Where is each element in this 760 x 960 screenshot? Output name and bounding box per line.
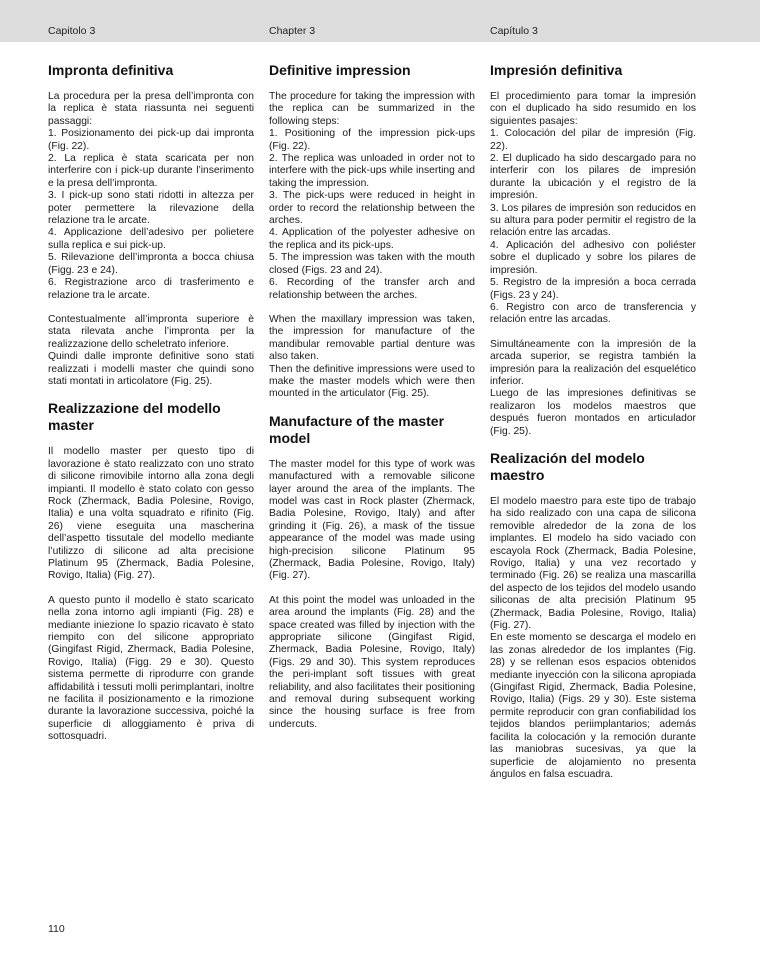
step-5-it: 5. Rilevazione dell’impronta a bocca chiusa (Figg. 23 e 24). (48, 252, 254, 276)
heading-definitive-impression-it: Impronta definitiva (48, 62, 174, 78)
paragraph-intro-it: La procedura per la presa dell’impronta con la replica è stata riassunta nei seguenti passaggi: (48, 91, 254, 127)
paragraph-4-en: The master model for this type of work was manufactured with a removable silicone layer around the area of the implants. The model was cast in Rock plaster (Zhermack, Badia Polesine, Rovigo, Italy) and after grinding it (Fig. 26), a mask of the tissue appearance of the model was made using high-precision silicone Platinum 95 (Zhermack, Badia Polesine, Rovigo, Italy) (Fig. 27). (269, 458, 475, 582)
header-band (0, 0, 760, 42)
step-1-es: 1. Colocación del pilar de impresión (Fig. 22). (490, 128, 696, 152)
column-spanish (490, 62, 696, 793)
heading-master-model-en: Manufacture of the master model (269, 412, 445, 446)
paragraph-4-it: Il modello master per questo tipo di lavorazione è stato realizzato con uno strato di silicone rimovibile intorno alla zona degli impianti. Il modello è stato colato con gesso Rock (Zhermack, Badia Polesine, Rovigo, Italia) e una volta squadrato e rifinito (Fig. 26) viene eseguita una mascherina dell’aspetto tissutale del modello mediante l’utilizzo di silicone ad alta precisione Platinum 95 (Zhermack, Badia Polesine, Rovigo, Italia) (Fig. 27). (48, 446, 254, 582)
paragraph-3-es: Luego de las impresiones definitivas se realizaron los modelos maestros que después fueron montados en articulador (Fig. 25). (490, 388, 696, 437)
paragraph-5-es: En este momento se descarga el modelo en las zonas alrededor de los implantes (Fig. 28) y se rellenan esos espacios obtenidos mediante inyección con la silicona apropiada (Gingifast Rigid, Zhermack, Badia Polesine, Rovigo, Italia) (Figs. 29 y 30). Este sistema permite reproducir con gran confiabilidad los tejidos blandos periimplantarios; además facilita la colocación y la remoción durante las maniobras sucesivas, ya que la superficie de alojamiento no presenta ángulos en falsa escuadra. (490, 632, 696, 780)
running-head-spanish: Capítulo 3 (490, 25, 538, 37)
paragraph-4-es: El modelo maestro para este tipo de trabajo ha sido realizado con una capa de silicona removible alrededor de la zona de los implantes. El modelo ha sido vaciado con escayola Rock (Zhermack, Badia Polesine, Rovigo, Italia) y una vez recortado y terminado (Fig. 26) se realiza una mascarilla del aspecto de los tejidos del modelo usando siliconas de alta precisión Platinum 95 (Zhermack, Badia Polesine, Rovigo, Italia) (Fig. 27). (490, 495, 696, 632)
heading-master-model-es: Realización del modelo maestro (490, 449, 645, 483)
step-6-en: 6. Recording of the transfer arch and relationship between the arches. (269, 277, 475, 301)
step-1-it: 1. Posizionamento dei pick-up dai impronta (Fig. 22). (48, 128, 254, 152)
heading-master-model-it: Realizzazione del modello master (48, 400, 221, 434)
heading-definitive-impression-es: Impresión definitiva (490, 62, 623, 78)
step-3-es: 3. Los pilares de impresión son reducidos en su altura para poder permitir el registro de la relación entre las arcadas. (490, 202, 696, 239)
step-6-it: 6. Registrazione arco di trasferimento e relazione tra le arcate. (48, 277, 254, 301)
step-3-en: 3. The pick-ups were reduced in height in order to record the relationship between the arches. (269, 190, 475, 227)
column-english (269, 62, 475, 743)
step-5-es: 5. Registro de la impresión a boca cerrada (Figs. 23 y 24). (490, 277, 696, 301)
step-2-en: 2. The replica was unloaded in order not to interfere with the pick-ups while inserting and taking the impression. (269, 153, 475, 189)
step-3-it: 3. I pick-up sono stati ridotti in altezza per poter permettere la rilevazione della relazione tra le arcate. (48, 190, 254, 227)
running-head-english: Chapter 3 (269, 25, 316, 37)
paragraph-2-es: Simultáneamente con la impresión de la arcada superior, se registra también la impresión para la realización del esquelético inferior. (490, 338, 696, 387)
step-4-it: 4. Applicazione dell’adesivo per polietere sulla replica e sui pick-up. (48, 227, 254, 251)
page-number: 110 (48, 923, 65, 935)
step-4-es: 4. Aplicación del adhesivo con poliéster sobre el duplicado y sobre los pilares de impresión. (490, 239, 696, 276)
paragraph-3-it: Quindi dalle impronte definitive sono stati realizzati i modelli master che quindi sono stati montati in articolatore (Fig. 25). (48, 351, 254, 387)
step-2-es: 2. El duplicado ha sido descargado para no interferir con los pilares de impresión durante la ubicación y el registro de la impresión. (490, 153, 696, 202)
paragraph-5-it: A questo punto il modello è stato scaricato nella zona intorno agli impianti (Fig. 28) e mediante iniezione lo spazio ricavato è stato riempito con del silicone appropriato (Gingifast Rigid, Zhermack, Badia Polesine, Rovigo, Italia) (Figg. 29 e 30). Questo sistema permette di riprodurre con grande affidabilità i tessuti molli perimplantari, inoltre ne facilita il posizionamento e la rimozione durante la lavorazione successiva, poiché la superficie di alloggiamento è priva di sottosquadri. (48, 594, 254, 743)
paragraph-intro-es: El procedimiento para tomar la impresión con el duplicado ha sido resumido en los siguientes pasajes: (490, 91, 696, 127)
step-1-en: 1. Positioning of the impression pick-ups (Fig. 22). (269, 128, 475, 152)
column-italian (48, 62, 254, 756)
step-4-en: 4. Application of the polyester adhesive on the replica and its pick-ups. (269, 227, 475, 251)
heading-definitive-impression-en: Definitive impression (269, 62, 411, 78)
paragraph-2-en: When the maxillary impression was taken, the impression for manufacture of the mandibular removable partial denture was also taken. (269, 313, 475, 363)
step-5-en: 5. The impression was taken with the mouth closed (Figs. 23 and 24). (269, 252, 475, 276)
paragraph-intro-en: The procedure for taking the impression with the replica can be summarized in the following steps: (269, 91, 475, 127)
step-6-es: 6. Registro con arco de transferencia y relación entre las arcadas. (490, 301, 696, 326)
paragraph-2-it: Contestualmente all’impronta superiore è stata rilevata anche l’impronta per la realizzazione dello scheletrato inferiore. (48, 313, 254, 350)
running-head-italian: Capitolo 3 (48, 25, 96, 37)
step-2-it: 2. La replica è stata scaricata per non interferire con i pick-up durante l’inserimento e la presa dell’impronta. (48, 153, 254, 189)
paragraph-5-en: At this point the model was unloaded in the area around the implants (Fig. 28) and the space created was filled by injection with the appropriate silicone (Gingifast Rigid, Zhermack, Badia Polesine, Rovigo, Italy) (Figs. 29 and 30). This system reproduces the peri-implant soft tissues with great reliability, and also facilitates their positioning and removal during subsequent working since the housing surface is free from undercuts. (269, 594, 475, 730)
paragraph-3-en: Then the definitive impressions were used to make the master models which were then mounted in the articulator (Fig. 25). (269, 363, 475, 400)
